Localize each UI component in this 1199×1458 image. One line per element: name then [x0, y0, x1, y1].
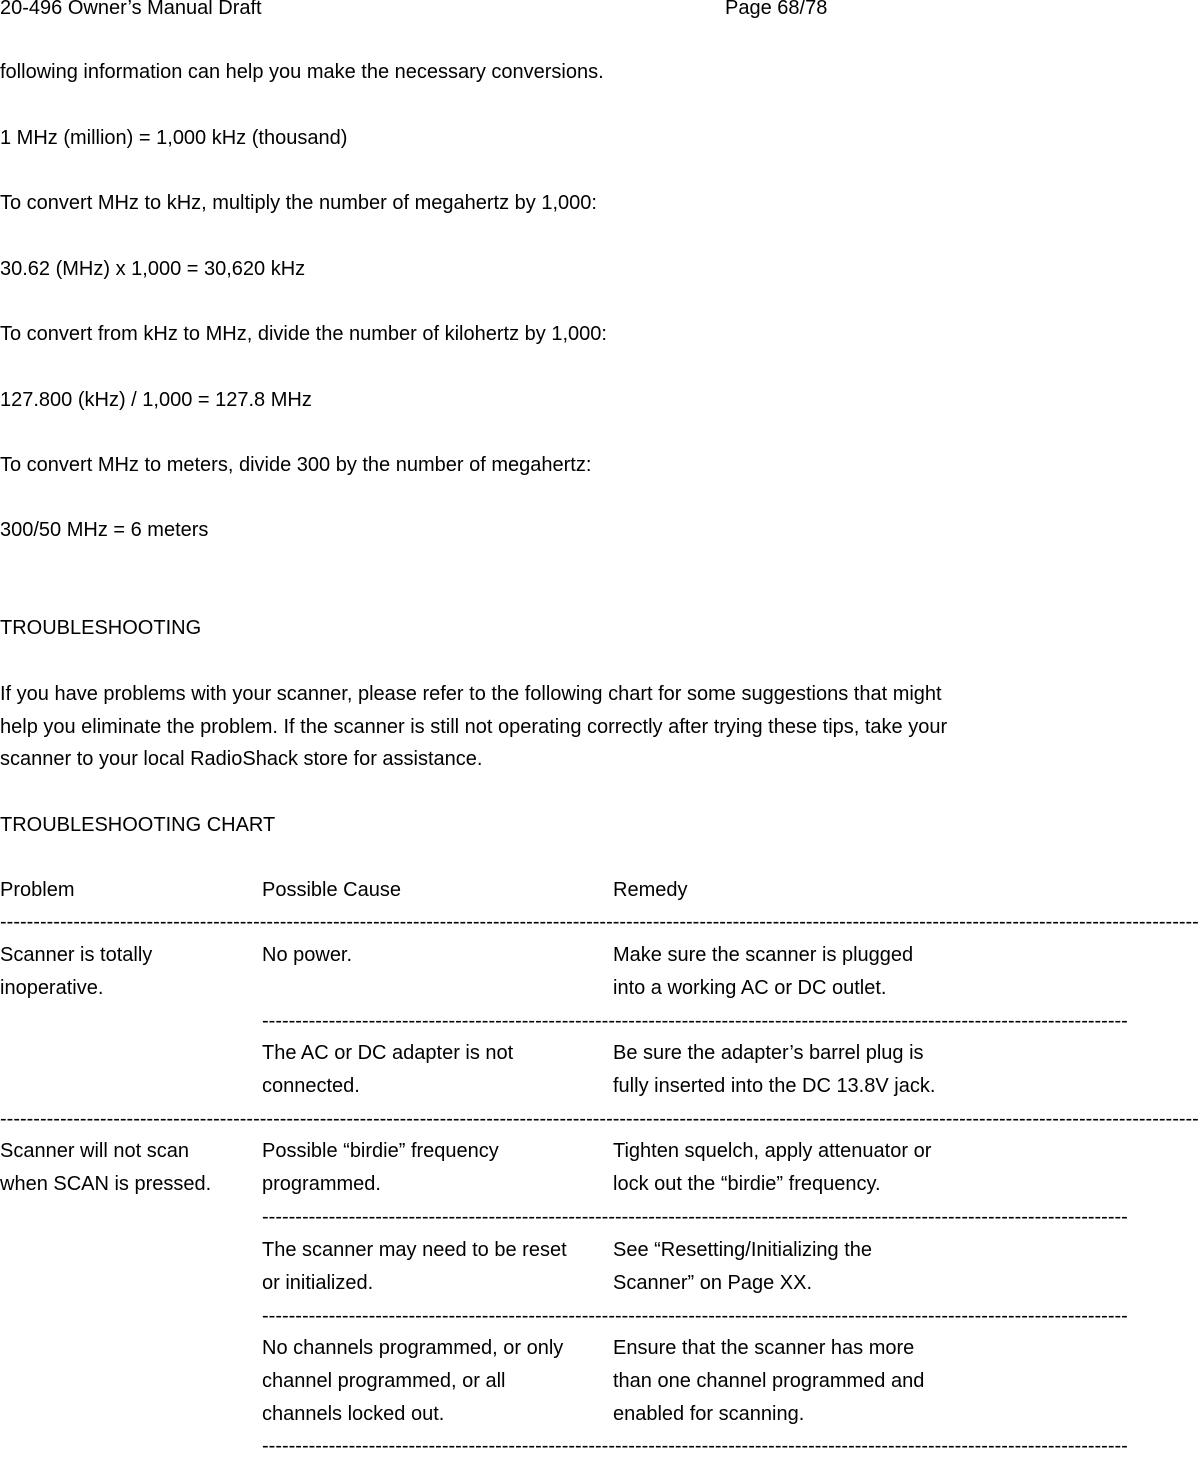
remedy-line: into a working AC or DC outlet.	[613, 977, 887, 999]
sub-divider: ----------------------------------------------------------------------------------------------------------------------------------	[262, 1435, 1128, 1457]
divider: ------------------------------------------------------------------------------------------------------------------------------------------------------------------------------------	[0, 911, 1199, 933]
cause-cell	[262, 1037, 602, 1103]
page-number: Page 68/78	[725, 0, 828, 19]
cause-line: The scanner may need to be reset	[262, 1239, 567, 1261]
cause-line: channels locked out.	[262, 1403, 445, 1425]
cause-line: connected.	[262, 1075, 360, 1097]
cause-line: or initialized.	[262, 1272, 374, 1294]
remedy-cell	[613, 1234, 1013, 1300]
remedy-line: Scanner” on Page XX.	[613, 1272, 813, 1294]
cause-cell	[262, 1234, 602, 1300]
khz-to-mhz-example: 127.800 (kHz) / 1,000 = 127.8 MHz	[0, 389, 312, 411]
problem-cell	[0, 1135, 250, 1201]
chart-title: TROUBLESHOOTING CHART	[0, 814, 276, 836]
mhz-to-khz-example: 30.62 (MHz) x 1,000 = 30,620 kHz	[0, 258, 306, 280]
troubleshooting-intro-line-3: scanner to your local RadioShack store for assistance.	[0, 748, 483, 770]
remedy-line: Be sure the adapter’s barrel plug is	[613, 1042, 924, 1064]
remedy-cell	[613, 1037, 1013, 1103]
remedy-line: Make sure the scanner is plugged	[613, 944, 914, 966]
problem-line: when SCAN is pressed.	[0, 1173, 212, 1195]
remedy-cell	[613, 939, 1013, 1005]
conversion-intro: following information can help you make the necessary conversions.	[0, 61, 604, 83]
remedy-line: enabled for scanning.	[613, 1403, 805, 1425]
document-title: 20-496 Owner’s Manual Draft	[0, 0, 262, 19]
problem-line: inoperative.	[0, 977, 104, 999]
remedy-cell	[613, 1332, 1013, 1431]
problem-cell	[0, 939, 250, 1005]
troubleshooting-intro-line-1: If you have problems with your scanner, please refer to the following chart for some suggestions that might	[0, 683, 942, 705]
mhz-to-khz-instruction: To convert MHz to kHz, multiply the number of megahertz by 1,000:	[0, 192, 597, 214]
cause-line: No power.	[262, 944, 353, 966]
mhz-to-meters-example: 300/50 MHz = 6 meters	[0, 519, 209, 541]
cause-line: programmed.	[262, 1173, 381, 1195]
khz-to-mhz-instruction: To convert from kHz to MHz, divide the number of kilohertz by 1,000:	[0, 323, 607, 345]
problem-line: Scanner is totally	[0, 944, 153, 966]
sub-divider: ----------------------------------------------------------------------------------------------------------------------------------	[262, 1305, 1128, 1327]
cause-line: channel programmed, or all	[262, 1370, 506, 1392]
mhz-to-meters-instruction: To convert MHz to meters, divide 300 by the number of megahertz:	[0, 454, 592, 476]
remedy-line: fully inserted into the DC 13.8V jack.	[613, 1075, 936, 1097]
troubleshooting-intro-line-2: help you eliminate the problem. If the scanner is still not operating correctly after trying these tips, take your	[0, 716, 948, 738]
cause-cell	[262, 939, 602, 972]
remedy-line: than one channel programmed and	[613, 1370, 925, 1392]
column-header-problem: Problem	[0, 879, 75, 901]
sub-divider: ----------------------------------------------------------------------------------------------------------------------------------	[262, 1206, 1128, 1228]
remedy-line: Ensure that the scanner has more	[613, 1337, 915, 1359]
cause-cell	[262, 1332, 602, 1431]
cause-line: Possible “birdie” frequency	[262, 1140, 499, 1162]
column-header-remedy: Remedy	[613, 879, 688, 901]
cause-line: The AC or DC adapter is not	[262, 1042, 514, 1064]
remedy-cell	[613, 1135, 1013, 1201]
sub-divider: ----------------------------------------------------------------------------------------------------------------------------------	[262, 1010, 1128, 1032]
divider: ------------------------------------------------------------------------------------------------------------------------------------------------------------------------------------	[0, 1108, 1199, 1130]
remedy-line: Tighten squelch, apply attenuator or	[613, 1140, 932, 1162]
remedy-line: See “Resetting/Initializing the	[613, 1239, 873, 1261]
cause-line: No channels programmed, or only	[262, 1337, 564, 1359]
conversion-equivalence: 1 MHz (million) = 1,000 kHz (thousand)	[0, 127, 348, 149]
column-header-cause: Possible Cause	[262, 879, 401, 901]
problem-line: Scanner will not scan	[0, 1140, 189, 1162]
remedy-line: lock out the “birdie” frequency.	[613, 1173, 881, 1195]
cause-cell	[262, 1135, 602, 1201]
troubleshooting-heading: TROUBLESHOOTING	[0, 617, 202, 639]
